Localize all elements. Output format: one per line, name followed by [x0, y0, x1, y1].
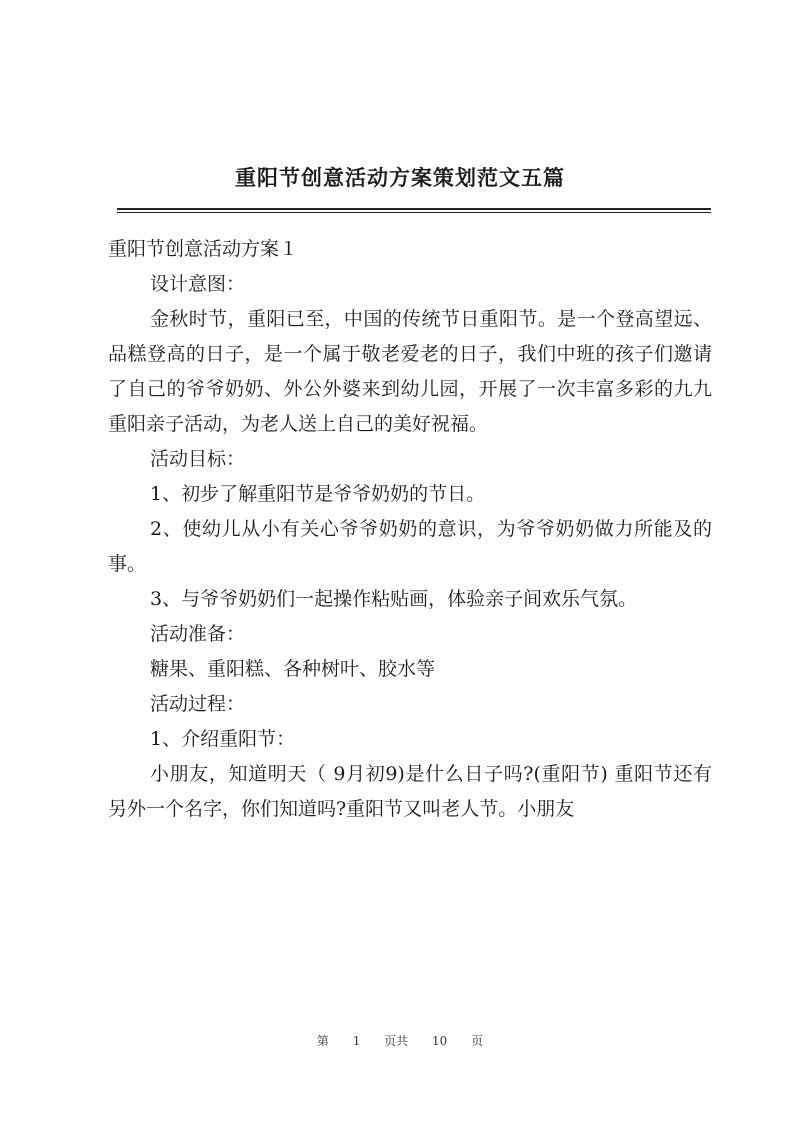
paragraph: 设计意图： [150, 273, 246, 295]
document-title: 重阳节创意活动方案策划范文五篇 [235, 165, 565, 190]
paragraph: 1、初步了解重阳节是爷爷奶奶的节日。 [150, 483, 486, 505]
paragraph: 2、使幼儿从小有关心爷爷奶奶的意识，为爷爷奶奶做力所能及的事。 [108, 518, 712, 575]
document-body [108, 232, 712, 827]
section-heading: 重阳节创意活动方案１ [108, 238, 299, 260]
page-footer [0, 1032, 800, 1049]
paragraph: 活动目标： [150, 448, 246, 470]
paragraph: 小朋友，知道明天（ 9月初9)是什么日子吗?(重阳节) 重阳节还有另外一个名字，你们知道吗?重阳节又叫老人节。小朋友 [108, 763, 712, 820]
paragraph: 活动过程： [150, 693, 246, 715]
footer-label-of: 页共 [384, 1034, 409, 1048]
paragraph: 1、介绍重阳节： [150, 728, 296, 750]
footer-label-pages: 页 [471, 1034, 484, 1048]
paragraph: 糖果、重阳糕、各种树叶、胶水等 [150, 658, 436, 680]
footer-current-page: 1 [352, 1034, 361, 1048]
paragraph: 金秋时节，重阳已至，中国的传统节日重阳节。是一个登高望远、品糕登高的日子，是一个属于敬老爱老的日子，我们中班的孩子们邀请了自己的爷爷奶奶、外公外婆来到幼儿园，开展了一次丰富多彩的九九重阳亲子活动，为老人送上自己的美好祝福。 [108, 308, 712, 435]
paragraph: 活动准备： [150, 623, 246, 645]
footer-total-pages: 10 [432, 1034, 448, 1048]
footer-label-page: 第 [316, 1034, 329, 1048]
paragraph: 3、与爷爷奶奶们一起操作粘贴画，体验亲子间欢乐气氛。 [150, 588, 638, 610]
title-divider [117, 208, 711, 213]
